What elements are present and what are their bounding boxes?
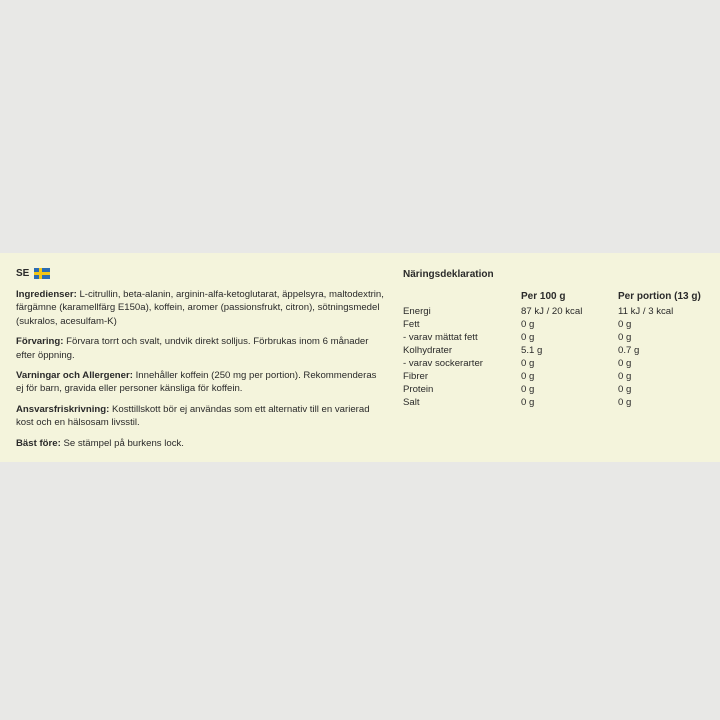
nutrient-name: Fibrer	[403, 371, 429, 382]
table-row	[403, 370, 713, 383]
best-before-label: Bäst före:	[16, 438, 61, 450]
nutrient-per-portion: 0 g	[618, 319, 632, 330]
disclaimer-paragraph	[16, 403, 386, 429]
warnings-text: Innehåller koffein (250 mg per portion). Rekommenderas ej för barn, gravida eller personer känsliga för koffein.	[16, 370, 377, 395]
nutrient-name: Energi	[403, 306, 431, 317]
nutrient-per-portion: 0 g	[618, 332, 632, 343]
disclaimer-text: Kosttillskott bör ej användas som ett alternativ till en varierad kost och en hälsosam livsstil.	[16, 404, 370, 429]
best-before-text: Se stämpel på burkens lock.	[60, 438, 184, 450]
ingredients-text: L-citrullin, beta-alanin, arginin-alfa-ketoglutarat, äppelsyra, maltodextrin, färgämne (karamellfärg E150a), koffein, aromer (passionsfrukt, citron), sötningsmedel (sukralos, acesulfam-K)	[16, 289, 384, 327]
nutrition-header-row	[403, 290, 713, 305]
table-row	[403, 396, 713, 409]
nutrient-per-portion: 0.7 g	[618, 345, 640, 356]
nutrient-name: - varav mättat fett	[403, 332, 478, 343]
nutrient-name: - varav sockerarter	[403, 358, 483, 369]
nutrition-header-per-portion: Per portion (13 g)	[618, 291, 701, 302]
warnings-paragraph	[16, 369, 386, 395]
nutrient-name: Fett	[403, 319, 420, 330]
best-before-paragraph	[16, 437, 386, 450]
language-code: SE	[16, 268, 30, 279]
warnings-label: Varningar och Allergener:	[16, 370, 133, 382]
swedish-flag-icon	[34, 268, 50, 279]
nutrition-title: Näringsdeklaration	[403, 269, 494, 280]
storage-label: Förvaring:	[16, 336, 64, 348]
nutrition-header-nutrient	[403, 290, 521, 305]
nutrition-column	[403, 269, 713, 409]
nutrient-per-100g: 0 g	[521, 332, 535, 343]
language-row	[16, 267, 386, 280]
nutrient-per-portion: 11 kJ / 3 kcal	[618, 306, 674, 317]
table-row	[403, 344, 713, 357]
nutrient-name: Salt	[403, 397, 420, 408]
nutrient-per-portion: 0 g	[618, 371, 632, 382]
nutrient-per-100g: 0 g	[521, 358, 535, 369]
nutrient-per-portion: 0 g	[618, 397, 632, 408]
nutrient-per-100g: 0 g	[521, 397, 535, 408]
table-row	[403, 383, 713, 396]
storage-text: Förvara torrt och svalt, undvik direkt solljus. Förbrukas inom 6 månader efter öppning.	[16, 336, 369, 361]
product-text-column	[16, 267, 386, 458]
ingredients-paragraph	[16, 288, 386, 328]
ingredients-label: Ingredienser:	[16, 289, 77, 301]
nutrition-header-per-100g: Per 100 g	[521, 291, 566, 302]
disclaimer-label: Ansvarsfriskrivning:	[16, 404, 110, 416]
nutrient-per-portion: 0 g	[618, 384, 632, 395]
nutrient-per-100g: 0 g	[521, 371, 535, 382]
nutrition-table	[403, 290, 713, 409]
nutrient-name: Protein	[403, 384, 434, 395]
nutrient-per-portion: 0 g	[618, 358, 632, 369]
storage-paragraph	[16, 335, 386, 361]
nutrient-per-100g: 87 kJ / 20 kcal	[521, 306, 583, 317]
nutrient-per-100g: 5.1 g	[521, 345, 543, 356]
table-row	[403, 318, 713, 331]
table-row	[403, 357, 713, 370]
nutrient-per-100g: 0 g	[521, 384, 535, 395]
nutrient-per-100g: 0 g	[521, 319, 535, 330]
table-row	[403, 331, 713, 344]
table-row	[403, 305, 713, 318]
product-info-panel	[0, 253, 720, 462]
nutrient-name: Kolhydrater	[403, 345, 453, 356]
